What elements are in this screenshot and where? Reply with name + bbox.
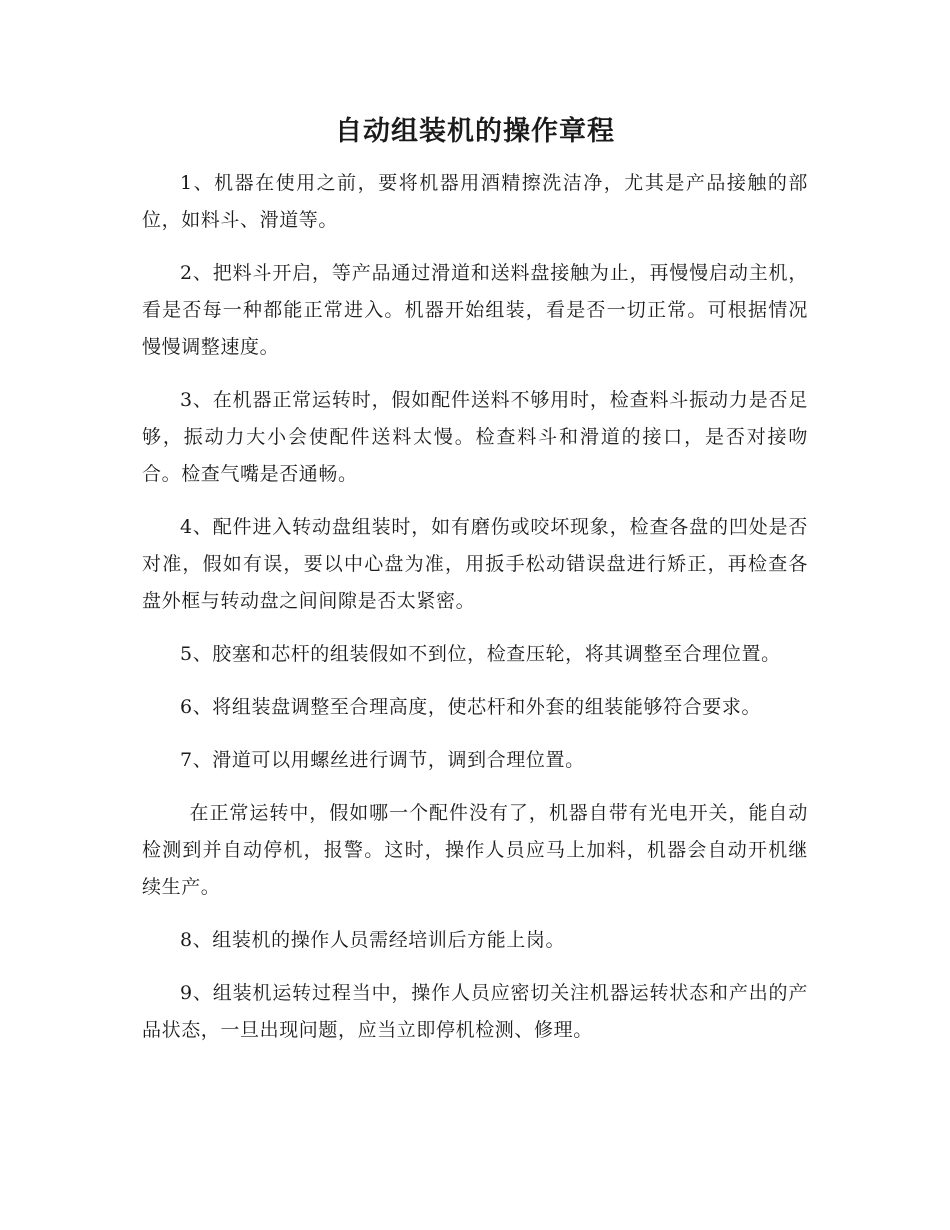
paragraph-note: 在正常运转中，假如哪一个配件没有了，机器自带有光电开关，能自动检测到并自动停机，报警。这时，操作人员应马上加料，机器会自动开机继续生产。: [142, 802, 808, 898]
paragraph-2: 2、把料斗开启，等产品通过滑道和送料盘接触为止，再慢慢启动主机，看是否每一种都能正常进入。机器开始组装，看是否一切正常。可根据情况慢慢调整速度。: [142, 262, 808, 358]
paragraph-7: 7、滑道可以用螺丝进行调节，调到合理位置。: [180, 749, 585, 771]
paragraph-6: 6、将组装盘调整至合理高度，使芯杆和外套的组装能够符合要求。: [180, 696, 762, 718]
paragraph-1: 1、机器在使用之前，要将机器用酒精擦洗洁净，尤其是产品接触的部位，如料斗、滑道等。: [142, 172, 808, 231]
paragraph-5: 5、胶塞和芯杆的组装假如不到位，检查压轮，将其调整至合理位置。: [180, 643, 781, 665]
paragraph-8: 8、组装机的操作人员需经培训后方能上岗。: [180, 929, 566, 951]
paragraph-4: 4、配件进入转动盘组装时，如有磨伤或咬坏现象，检查各盘的凹处是否对准，假如有误，要以中心盘为准，用扳手松动错误盘进行矫正，再检查各盘外框与转动盘之间间隙是否太紧密。: [142, 516, 808, 612]
document-body: [142, 165, 808, 1065]
paragraph-3: 3、在机器正常运转时，假如配件送料不够用时，检查料斗振动力是否足够，振动力大小会使配件送料太慢。检查料斗和滑道的接口，是否对接吻合。检查气嘴是否通畅。: [142, 389, 808, 485]
paragraph-9: 9、组装机运转过程当中，操作人员应密切关注机器运转状态和产出的产品状态，一旦出现问题，应当立即停机检测、修理。: [142, 982, 808, 1041]
document-title: 自动组装机的操作章程: [335, 116, 615, 147]
